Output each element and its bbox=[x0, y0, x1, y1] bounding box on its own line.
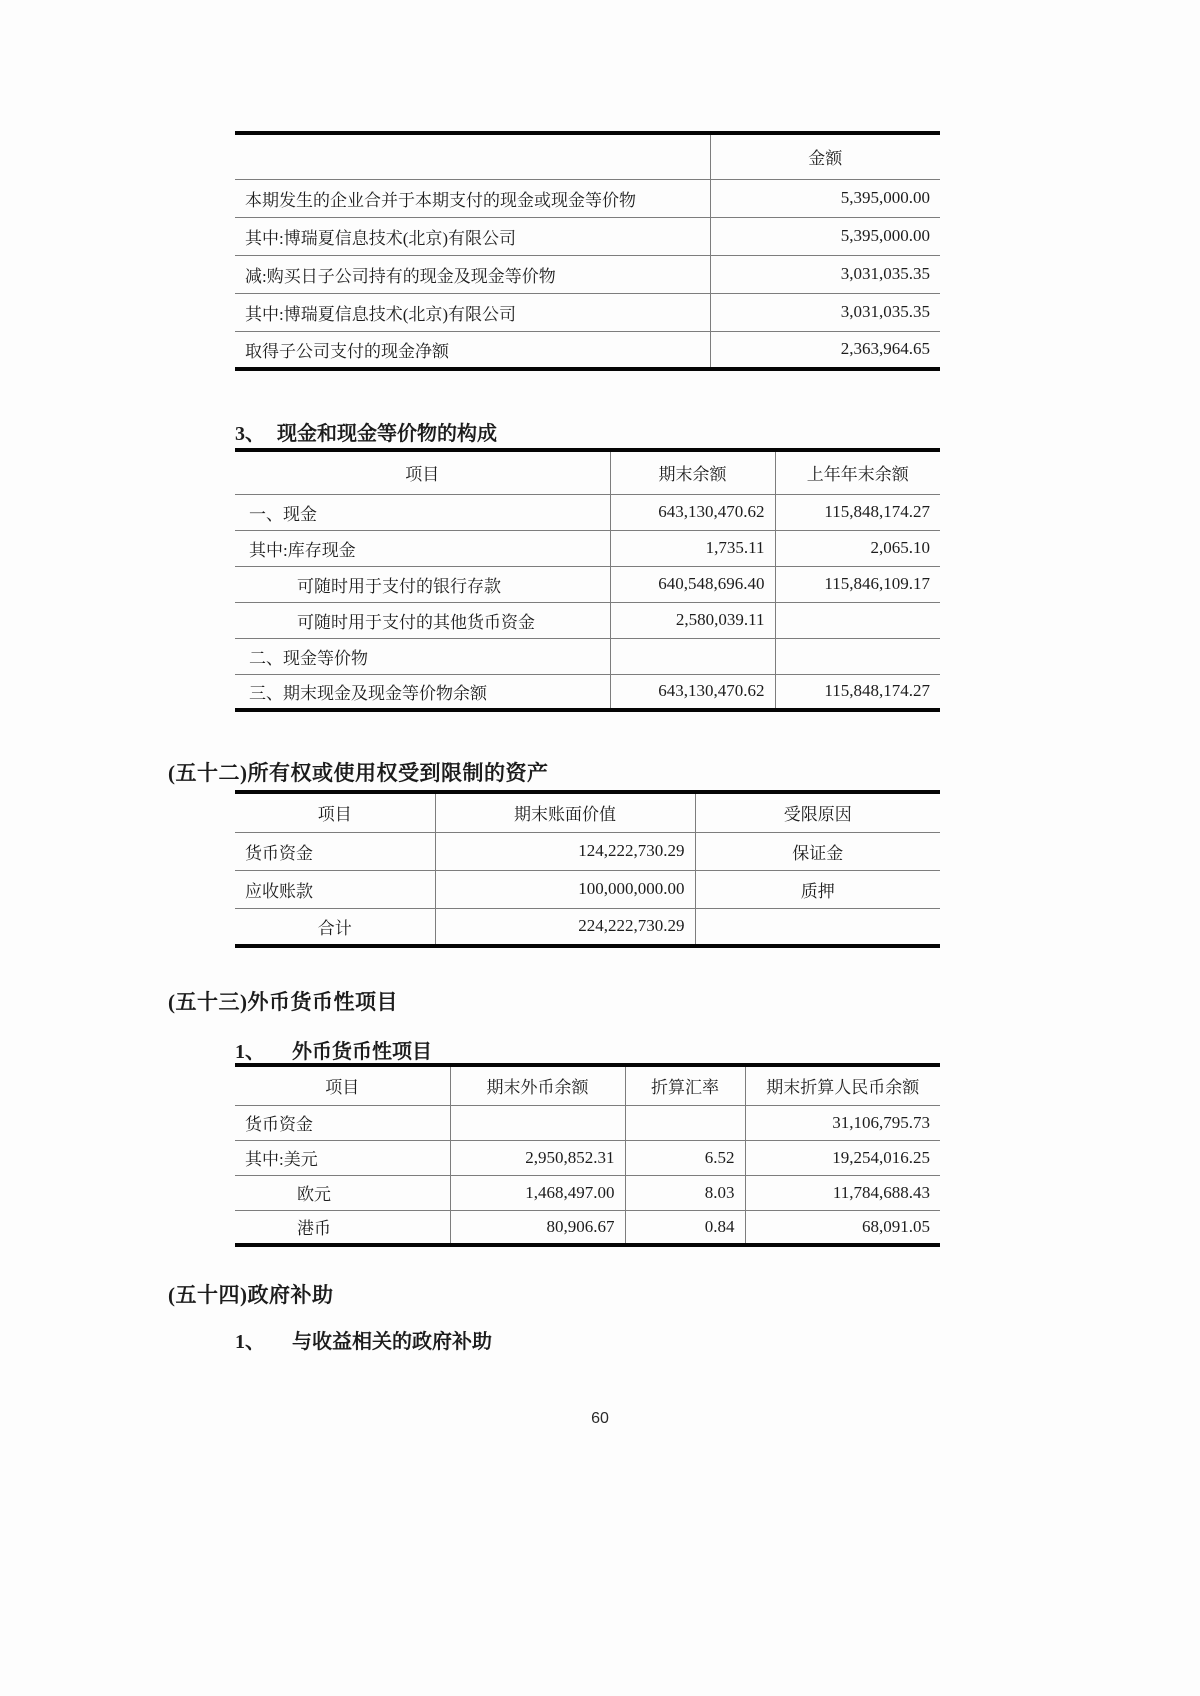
cash-equivalents-table bbox=[235, 448, 940, 712]
row-amount: 5,395,000.00 bbox=[710, 217, 940, 255]
header-prior-balance: 上年年末余额 bbox=[775, 450, 940, 494]
row-book-value: 124,222,730.29 bbox=[435, 832, 695, 870]
table-row bbox=[235, 530, 940, 566]
table-header-row bbox=[235, 792, 940, 832]
table-row bbox=[235, 908, 940, 946]
row-prior-balance: 2,065.10 bbox=[775, 530, 940, 566]
row-item: 三、期末现金及现金等价物余额 bbox=[249, 683, 487, 703]
restricted-assets-table bbox=[235, 790, 940, 948]
table-row bbox=[235, 255, 940, 293]
table-row bbox=[235, 1140, 940, 1175]
subsection-heading-foreign-currency-items bbox=[235, 1035, 432, 1064]
table-row bbox=[235, 602, 940, 638]
table-row bbox=[235, 870, 940, 908]
table-row bbox=[235, 1175, 940, 1210]
row-exchange-rate: 6.52 bbox=[625, 1140, 745, 1175]
row-end-balance bbox=[610, 638, 775, 674]
row-item: 货币资金 bbox=[235, 1105, 450, 1140]
row-label: 其中:博瑞夏信息技术(北京)有限公司 bbox=[235, 217, 710, 255]
header-end-balance: 期末余额 bbox=[610, 450, 775, 494]
row-rmb-balance: 68,091.05 bbox=[745, 1210, 940, 1245]
row-rmb-balance: 11,784,688.43 bbox=[745, 1175, 940, 1210]
row-prior-balance: 115,848,174.27 bbox=[775, 674, 940, 710]
table-header-row bbox=[235, 450, 940, 494]
row-exchange-rate: 8.03 bbox=[625, 1175, 745, 1210]
row-item: 货币资金 bbox=[235, 832, 435, 870]
table-row bbox=[235, 293, 940, 331]
row-item: 二、现金等价物 bbox=[235, 638, 610, 674]
header-restriction-reason: 受限原因 bbox=[695, 792, 940, 832]
row-prior-balance bbox=[775, 638, 940, 674]
section-heading-foreign-currency: (五十三)外币货币性项目 bbox=[168, 990, 398, 1014]
row-exchange-rate bbox=[625, 1105, 745, 1140]
row-prior-balance bbox=[775, 602, 940, 638]
header-book-value: 期末账面价值 bbox=[435, 792, 695, 832]
row-end-balance: 2,580,039.11 bbox=[610, 602, 775, 638]
row-foreign-balance: 80,906.67 bbox=[450, 1210, 625, 1245]
section-heading-government-grants: (五十四)政府补助 bbox=[168, 1283, 334, 1307]
row-amount: 2,363,964.65 bbox=[710, 331, 940, 369]
row-item: 港币 bbox=[297, 1219, 331, 1239]
table-row bbox=[235, 217, 940, 255]
header-item: 项目 bbox=[235, 1065, 450, 1105]
header-item: 项目 bbox=[235, 450, 610, 494]
row-foreign-balance: 1,468,497.00 bbox=[450, 1175, 625, 1210]
row-label: 其中:博瑞夏信息技术(北京)有限公司 bbox=[235, 293, 710, 331]
row-item: 一、现金 bbox=[235, 494, 610, 530]
table-row bbox=[235, 331, 940, 369]
table-row bbox=[235, 832, 940, 870]
header-blank bbox=[235, 133, 710, 179]
row-label: 减:购买日子公司持有的现金及现金等价物 bbox=[235, 255, 710, 293]
row-prior-balance: 115,846,109.17 bbox=[775, 566, 940, 602]
table-row bbox=[235, 638, 940, 674]
row-restriction-reason bbox=[695, 908, 940, 946]
row-label: 本期发生的企业合并于本期支付的现金或现金等价物 bbox=[235, 179, 710, 217]
table-header-row bbox=[235, 1065, 940, 1105]
table-header-row bbox=[235, 133, 940, 179]
table-row bbox=[235, 566, 940, 602]
row-rmb-balance: 19,254,016.25 bbox=[745, 1140, 940, 1175]
row-item: 欧元 bbox=[235, 1175, 450, 1210]
row-prior-balance: 115,848,174.27 bbox=[775, 494, 940, 530]
row-amount: 3,031,035.35 bbox=[710, 293, 940, 331]
header-exchange-rate: 折算汇率 bbox=[625, 1065, 745, 1105]
row-exchange-rate: 0.84 bbox=[625, 1210, 745, 1245]
row-foreign-balance: 2,950,852.31 bbox=[450, 1140, 625, 1175]
row-book-value: 224,222,730.29 bbox=[435, 908, 695, 946]
heading-number: 1、 bbox=[235, 1041, 265, 1063]
row-end-balance: 640,548,696.40 bbox=[610, 566, 775, 602]
section-heading-cash-composition bbox=[235, 417, 497, 446]
row-item-total: 合计 bbox=[317, 918, 352, 938]
table-row bbox=[235, 179, 940, 217]
heading-title: 外币货币性项目 bbox=[292, 1041, 432, 1063]
row-label: 取得子公司支付的现金净额 bbox=[245, 341, 449, 361]
table-row bbox=[235, 494, 940, 530]
row-amount: 3,031,035.35 bbox=[710, 255, 940, 293]
heading-title: 与收益相关的政府补助 bbox=[292, 1331, 492, 1353]
heading-number: 1、 bbox=[235, 1331, 265, 1353]
row-amount: 5,395,000.00 bbox=[710, 179, 940, 217]
row-restriction-reason: 质押 bbox=[695, 870, 940, 908]
subsection-heading-income-related-grants bbox=[235, 1325, 492, 1354]
table-row bbox=[235, 1105, 940, 1140]
row-end-balance: 1,735.11 bbox=[610, 530, 775, 566]
row-restriction-reason: 保证金 bbox=[695, 832, 940, 870]
heading-title: 现金和现金等价物的构成 bbox=[277, 423, 497, 445]
table-row bbox=[235, 1210, 940, 1245]
section-heading-restricted-assets: (五十二)所有权或使用权受到限制的资产 bbox=[168, 761, 549, 785]
row-item: 其中:美元 bbox=[235, 1140, 450, 1175]
table-row bbox=[235, 674, 940, 710]
row-end-balance: 643,130,470.62 bbox=[610, 674, 775, 710]
page-number: 60 bbox=[591, 1410, 609, 1427]
row-item: 可随时用于支付的银行存款 bbox=[235, 566, 610, 602]
header-rmb-balance: 期末折算人民币余额 bbox=[745, 1065, 940, 1105]
row-end-balance: 643,130,470.62 bbox=[610, 494, 775, 530]
row-book-value: 100,000,000.00 bbox=[435, 870, 695, 908]
header-item: 项目 bbox=[235, 792, 435, 832]
row-foreign-balance bbox=[450, 1105, 625, 1140]
row-item: 其中:库存现金 bbox=[235, 530, 610, 566]
row-item: 应收账款 bbox=[235, 870, 435, 908]
business-combination-cash-table bbox=[235, 131, 940, 371]
heading-number: 3、 bbox=[235, 423, 265, 445]
header-amount: 金额 bbox=[710, 133, 940, 179]
foreign-currency-table bbox=[235, 1063, 940, 1247]
header-foreign-balance: 期末外币余额 bbox=[450, 1065, 625, 1105]
row-item: 可随时用于支付的其他货币资金 bbox=[235, 602, 610, 638]
row-rmb-balance: 31,106,795.73 bbox=[745, 1105, 940, 1140]
